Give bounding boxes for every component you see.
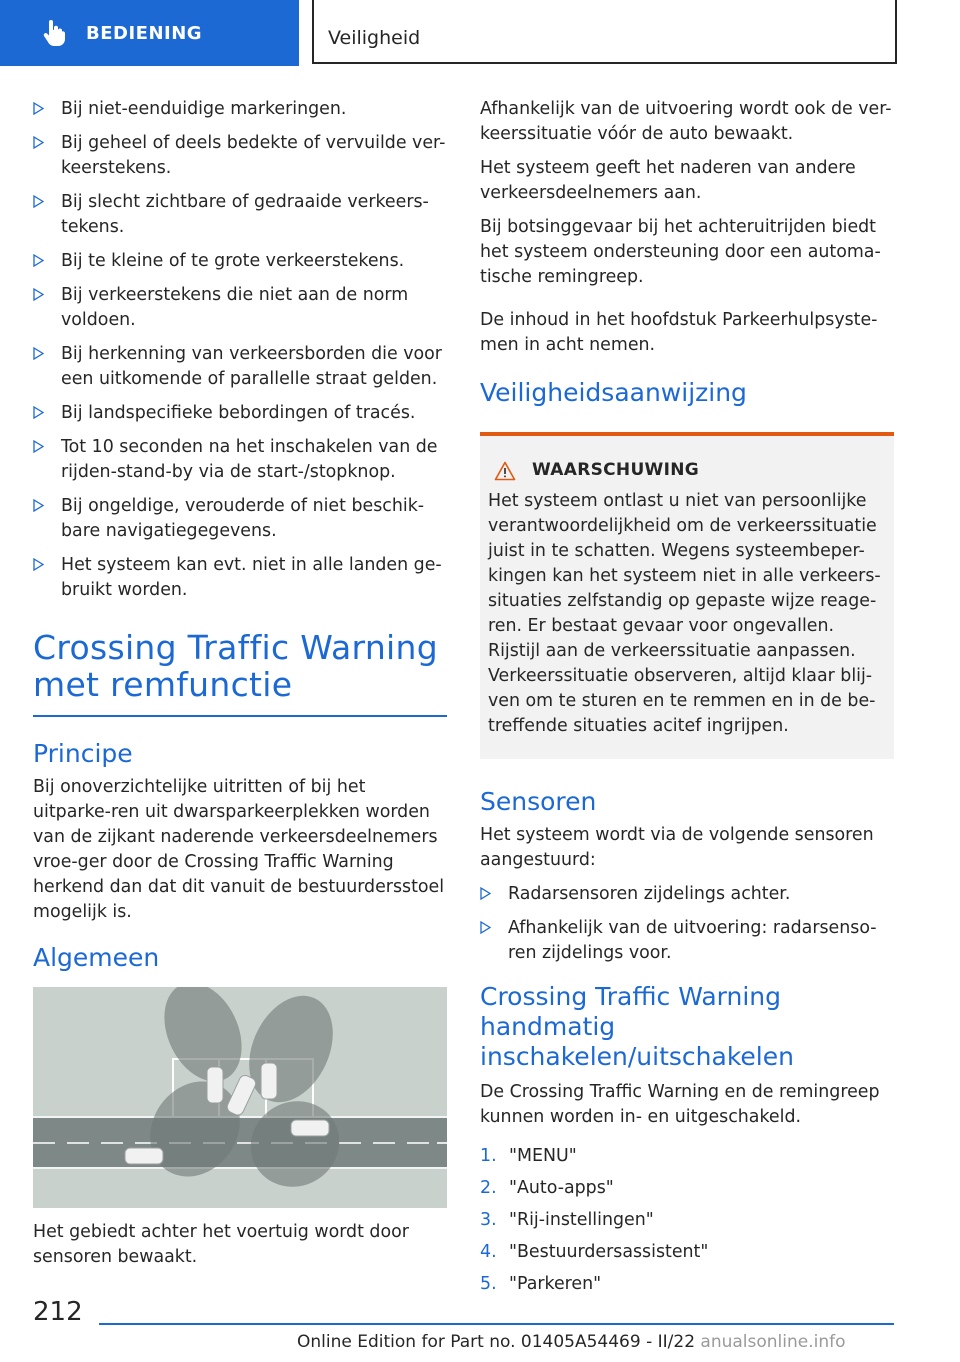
algemeen-heading: Algemeen bbox=[33, 942, 160, 972]
principe-heading: Principe bbox=[33, 738, 133, 768]
list-item: Bij herkenning van verkeersborden die voor een uitkomende of parallelle straat gelden. bbox=[33, 342, 447, 392]
triangle-bullet-icon bbox=[33, 406, 44, 419]
parking-sensor-illustration bbox=[33, 987, 447, 1208]
step-item: 5. "Parkeren" bbox=[480, 1274, 602, 1294]
warning-title: WAARSCHUWING bbox=[532, 460, 700, 480]
sensoren-heading: Sensoren bbox=[480, 787, 597, 816]
triangle-bullet-icon bbox=[480, 921, 491, 934]
list-item: Bij verkeerstekens die niet aan de norm voldoen. bbox=[33, 283, 447, 333]
watermark-text: anualsonline.info bbox=[700, 1332, 846, 1352]
chapter-tab bbox=[312, 0, 897, 64]
list-item: Bij niet-eenduidige markeringen. bbox=[33, 97, 447, 122]
sensoren-text: Het systeem wordt via de volgende sensoren aangestuurd: bbox=[480, 825, 874, 870]
triangle-bullet-icon bbox=[33, 558, 44, 571]
edition-text: Online Edition for Part no. 01405A54469 - II/22 bbox=[297, 1332, 696, 1352]
footer-rule bbox=[99, 1323, 894, 1325]
toggle-heading: Crossing Traffic Warning handmatig inschakelen/uitschakelen bbox=[480, 982, 794, 1071]
step-item: 4. "Bestuurdersassistent" bbox=[480, 1242, 709, 1262]
steps-list bbox=[480, 1144, 894, 1297]
list-item: Bij ongeldige, verouderde of niet beschik-bare navigatiegegevens. bbox=[33, 494, 447, 544]
heading-rule bbox=[33, 715, 447, 717]
triangle-bullet-icon bbox=[33, 195, 44, 208]
sensor-list bbox=[480, 882, 894, 966]
triangle-bullet-icon bbox=[33, 288, 44, 301]
list-item: Bij te kleine of te grote verkeerstekens. bbox=[33, 249, 447, 274]
safety-heading: Veiligheidsaanwijzing bbox=[480, 378, 747, 407]
intro-paragraph: Bij botsinggevaar bij het achteruitrijden biedt het systeem ondersteuning door een automa-tische remingreep. bbox=[480, 217, 881, 287]
illustration-caption: Het gebiedt achter het voertuig wordt door sensoren bewaakt. bbox=[33, 1221, 409, 1267]
triangle-bullet-icon bbox=[33, 347, 44, 360]
list-item: Bij slecht zichtbare of gedraaide verkeers-tekens. bbox=[33, 190, 447, 240]
page-number: 212 bbox=[33, 1297, 83, 1327]
triangle-bullet-icon bbox=[33, 136, 44, 149]
section-tab bbox=[0, 0, 299, 66]
intro-paragraph: Het systeem geeft het naderen van andere verkeersdeelnemers aan. bbox=[480, 158, 856, 203]
toggle-text: De Crossing Traffic Warning en de remingreep kunnen worden in- en uitgeschakeld. bbox=[480, 1082, 880, 1127]
list-item: Radarsensoren zijdelings achter. bbox=[480, 882, 894, 907]
condition-list bbox=[33, 97, 447, 603]
list-item: Afhankelijk van de uitvoering: radarsenso-ren zijdelings voor. bbox=[480, 916, 894, 966]
section-heading: Crossing Traffic Warning met remfunctie bbox=[33, 628, 438, 704]
footer-edition bbox=[297, 1332, 846, 1352]
warning-text: Het systeem ontlast u niet van persoonlijke verantwoordelijkheid om de verkeerssituatie juist in te schatten. Wegens systeembeper-kingen kan het systeem niet in alle verkeers-situaties zelfstandig op gepaste wijze reage-ren. Er bestaat gevaar voor ongevallen. Rijstijl aan de verkeerssituatie aanpassen. Verkeerssituatie observeren, altijd klaar blij-ven om te sturen en te remmen en in de be-treffende situaties acitef ingrijpen. bbox=[488, 491, 881, 736]
left-column bbox=[33, 97, 447, 1279]
principe-text: Bij onoverzichtelijke uitritten of bij het uitparke-ren uit dwarsparkeerplekken worden van de zijkant naderende verkeersdeelnemers vroe-ger door de Crossing Traffic Warning herkend dan dat dit vanuit de bestuurdersstoel mogelijk is. bbox=[33, 776, 445, 922]
right-column bbox=[480, 97, 894, 1304]
step-item: 1. "MENU" bbox=[480, 1146, 577, 1166]
warning-header bbox=[488, 458, 886, 483]
list-item: Het systeem kan evt. niet in alle landen ge-bruikt worden. bbox=[33, 553, 447, 603]
section-title: BEDIENING bbox=[86, 22, 203, 44]
list-item: Tot 10 seconden na het inschakelen van de rijden-stand-by via de start-/stopknop. bbox=[33, 435, 447, 485]
step-item: 3. "Rij-instellingen" bbox=[480, 1210, 654, 1230]
hand-pointer-icon bbox=[42, 20, 66, 46]
warning-triangle-icon bbox=[494, 461, 516, 481]
chapter-title: Veiligheid bbox=[328, 27, 421, 49]
triangle-bullet-icon bbox=[33, 254, 44, 267]
intro-paragraph: Afhankelijk van de uitvoering wordt ook de ver-keerssituatie vóór de auto bewaakt. bbox=[480, 99, 892, 144]
list-item: Bij geheel of deels bedekte of vervuilde ver-keerstekens. bbox=[33, 131, 447, 181]
triangle-bullet-icon bbox=[33, 499, 44, 512]
triangle-bullet-icon bbox=[480, 887, 491, 900]
intro-paragraph: De inhoud in het hoofdstuk Parkeerhulpsyste-men in acht nemen. bbox=[480, 310, 878, 355]
step-item: 2. "Auto-apps" bbox=[480, 1178, 614, 1198]
triangle-bullet-icon bbox=[33, 440, 44, 453]
list-item: Bij landspecifieke bebordingen of tracés. bbox=[33, 401, 447, 426]
triangle-bullet-icon bbox=[33, 102, 44, 115]
warning-box bbox=[480, 432, 894, 759]
